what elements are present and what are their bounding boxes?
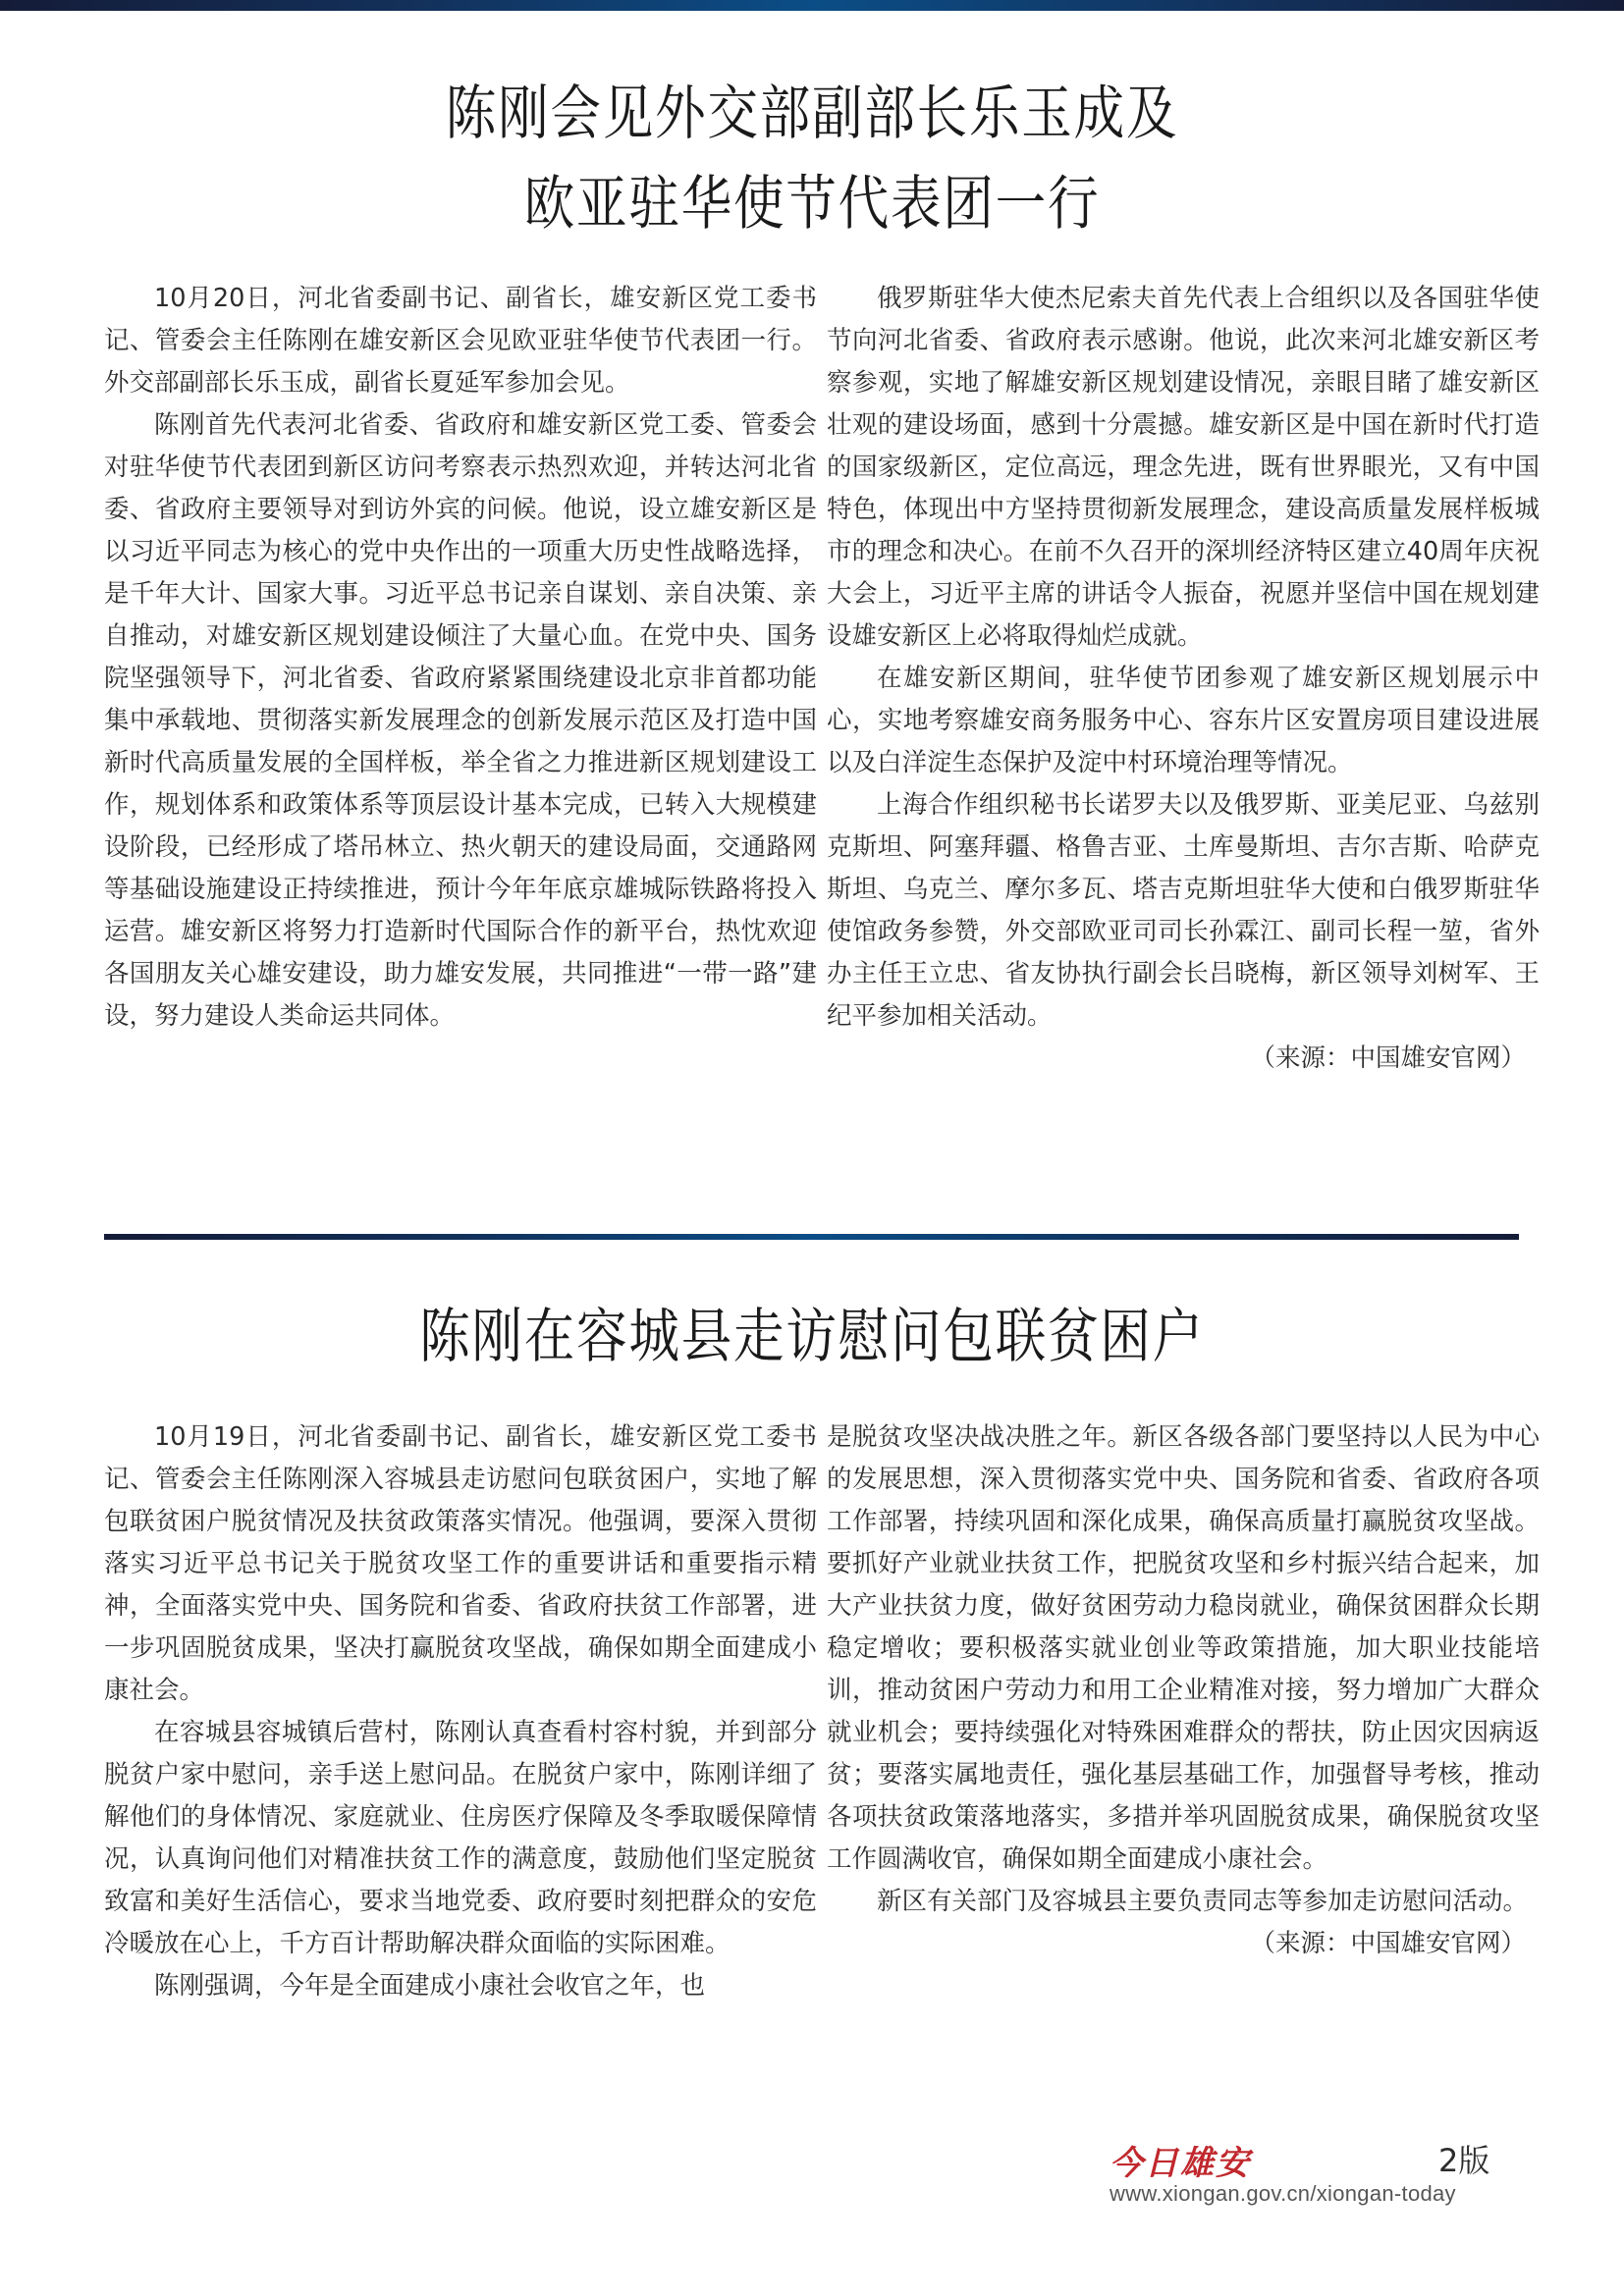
article-1-left-column xyxy=(104,278,817,1038)
article-source: （来源：中国雄安官网） xyxy=(1250,1929,1526,1958)
headline-line: 陈刚会见外交部副部长乐玉成及 xyxy=(445,80,1179,148)
paragraph: 在雄安新区期间，驻华使节团参观了雄安新区规划展示中心，实地考察雄安商务服务中心、容东片区安置房项目建设进展以及白洋淀生态保护及淀中村环境治理等情况。 xyxy=(827,664,1540,777)
article-source: （来源：中国雄安官网） xyxy=(1250,1043,1526,1073)
paragraph: 10月19日，河北省委副书记、副省长，雄安新区党工委书记、管委会主任陈刚深入容城县走访慰问包联贫困户，实地了解包联贫困户脱贫情况及扶贫政策落实情况。他强调，要深入贯彻落实习近平总书记关于脱贫攻坚工作的重要讲话和重要指示精神，全面落实党中央、国务院和省委、省政府扶贫工作部署，进一步巩固脱贫成果，坚决打赢脱贫攻坚战，确保如期全面建成小康社会。 xyxy=(104,1422,817,1705)
paragraph: 陈刚强调，今年是全面建成小康社会收官之年，也 xyxy=(154,1971,706,2001)
headline-line: 欧亚驻华使节代表团一行 xyxy=(523,170,1101,239)
paragraph: 在容城县容城镇后营村，陈刚认真查看村容村貌，并到部分脱贫户家中慰问，亲手送上慰问品。在脱贫户家中，陈刚详细了解他们的身体情况、家庭就业、住房医疗保障及冬季取暖保障情况，认真询问他们对精准扶贫工作的满意度，鼓励他们坚定脱贫致富和美好生活信心，要求当地党委、政府要时刻把群众的安危冷暖放在心上，千方百计帮助解决群众面临的实际困难。 xyxy=(104,1718,817,1958)
paragraph: 新区有关部门及容城县主要负责同志等参加走访慰问活动。 xyxy=(877,1887,1529,1916)
paragraph: 俄罗斯驻华大使杰尼索夫首先代表上合组织以及各国驻华使节向河北省委、省政府表示感谢。他说，此次来河北雄安新区考察参观，实地了解雄安新区规划建设情况，亲眼目睹了雄安新区壮观的建设场面，感到十分震撼。雄安新区是中国在新时代打造的国家级新区，定位高远，理念先进，既有世界眼光，又有中国特色，体现出中方坚持贯彻新发展理念，建设高质量发展样板城市的理念和决心。在前不久召开的深圳经济特区建立40周年庆祝大会上，习近平主席的讲话令人振奋，祝愿并坚信中国在规划建设雄安新区上必将取得灿烂成就。 xyxy=(827,284,1540,651)
paragraph: 是脱贫攻坚决战决胜之年。新区各级各部门要坚持以人民为中心的发展思想，深入贯彻落实党中央、国务院和省委、省政府各项工作部署，持续巩固和深化成果，确保高质量打赢脱贫攻坚战。要抓好产业就业扶贫工作，把脱贫攻坚和乡村振兴结合起来，加大产业扶贫力度，做好贫困劳动力稳岗就业，确保贫困群众长期稳定增收；要积极落实就业创业等政策措施，加大职业技能培训，推动贫困户劳动力和用工企业精准对接，努力增加广大群众就业机会；要持续强化对特殊困难群众的帮扶，防止因灾因病返贫；要落实属地责任，强化基层基础工作，加强督导考核，推动各项扶贫政策落地落实，多措并举巩固脱贫成果，确保脱贫攻坚工作圆满收官，确保如期全面建成小康社会。 xyxy=(827,1422,1540,1874)
paragraph: 10月20日，河北省委副书记、副省长，雄安新区党工委书记、管委会主任陈刚在雄安新区会见欧亚驻华使节代表团一行。外交部副部长乐玉成，副省长夏延军参加会见。 xyxy=(104,284,817,398)
article-1-headline xyxy=(114,69,1510,249)
paragraph: 陈刚首先代表河北省委、省政府和雄安新区党工委、管委会对驻华使节代表团到新区访问考察表示热烈欢迎，并转达河北省委、省政府主要领导对到访外宾的问候。他说，设立雄安新区是以习近平同志为核心的党中央作出的一项重大历史性战略选择，是千年大计、国家大事。习近平总书记亲自谋划、亲自决策、亲自推动，对雄安新区规划建设倾注了大量心血。在党中央、国务院坚强领导下，河北省委、省政府紧紧围绕建设北京非首都功能集中承载地、贯彻落实新发展理念的创新发展示范区及打造中国新时代高质量发展的全国样板，举全省之力推进新区规划建设工作，规划体系和政策体系等顶层设计基本完成，已转入大规模建设阶段，已经形成了塔吊林立、热火朝天的建设局面，交通路网等基础设施建设正持续推进，预计今年年底京雄城际铁路将投入运营。雄安新区将努力打造新时代国际合作的新平台，热忱欢迎各国朋友关心雄安建设，助力雄安发展，共同推进“一带一路”建设，努力建设人类命运共同体。 xyxy=(104,410,817,1031)
page-number: 2版 xyxy=(1438,2142,1490,2179)
headline-line: 陈刚在容城县走访慰问包联贫困户 xyxy=(419,1303,1205,1371)
paragraph: 上海合作组织秘书长诺罗夫以及俄罗斯、亚美尼亚、乌兹别克斯坦、阿塞拜疆、格鲁吉亚、土库曼斯坦、吉尔吉斯、哈萨克斯坦、乌克兰、摩尔多瓦、塔吉克斯坦驻华大使和白俄罗斯驻华使馆政务参赞，外交部欧亚司司长孙霖江、副司长程一堃，省外办主任王立忠、省友协执行副会长吕晓梅，新区领导刘树军、王纪平参加相关活动。 xyxy=(827,790,1540,1031)
article-2-right-column xyxy=(827,1416,1540,1965)
publication-logo: 今日雄安 xyxy=(1110,2144,1251,2183)
article-divider xyxy=(104,1234,1519,1240)
article-1-right-column xyxy=(827,278,1540,1080)
header-color-bar xyxy=(0,0,1624,11)
publication-url[interactable]: www.xiongan.gov.cn/xiongan-today xyxy=(1110,2181,1456,2206)
article-2-headline xyxy=(114,1292,1510,1382)
article-2-left-column xyxy=(104,1416,817,2007)
